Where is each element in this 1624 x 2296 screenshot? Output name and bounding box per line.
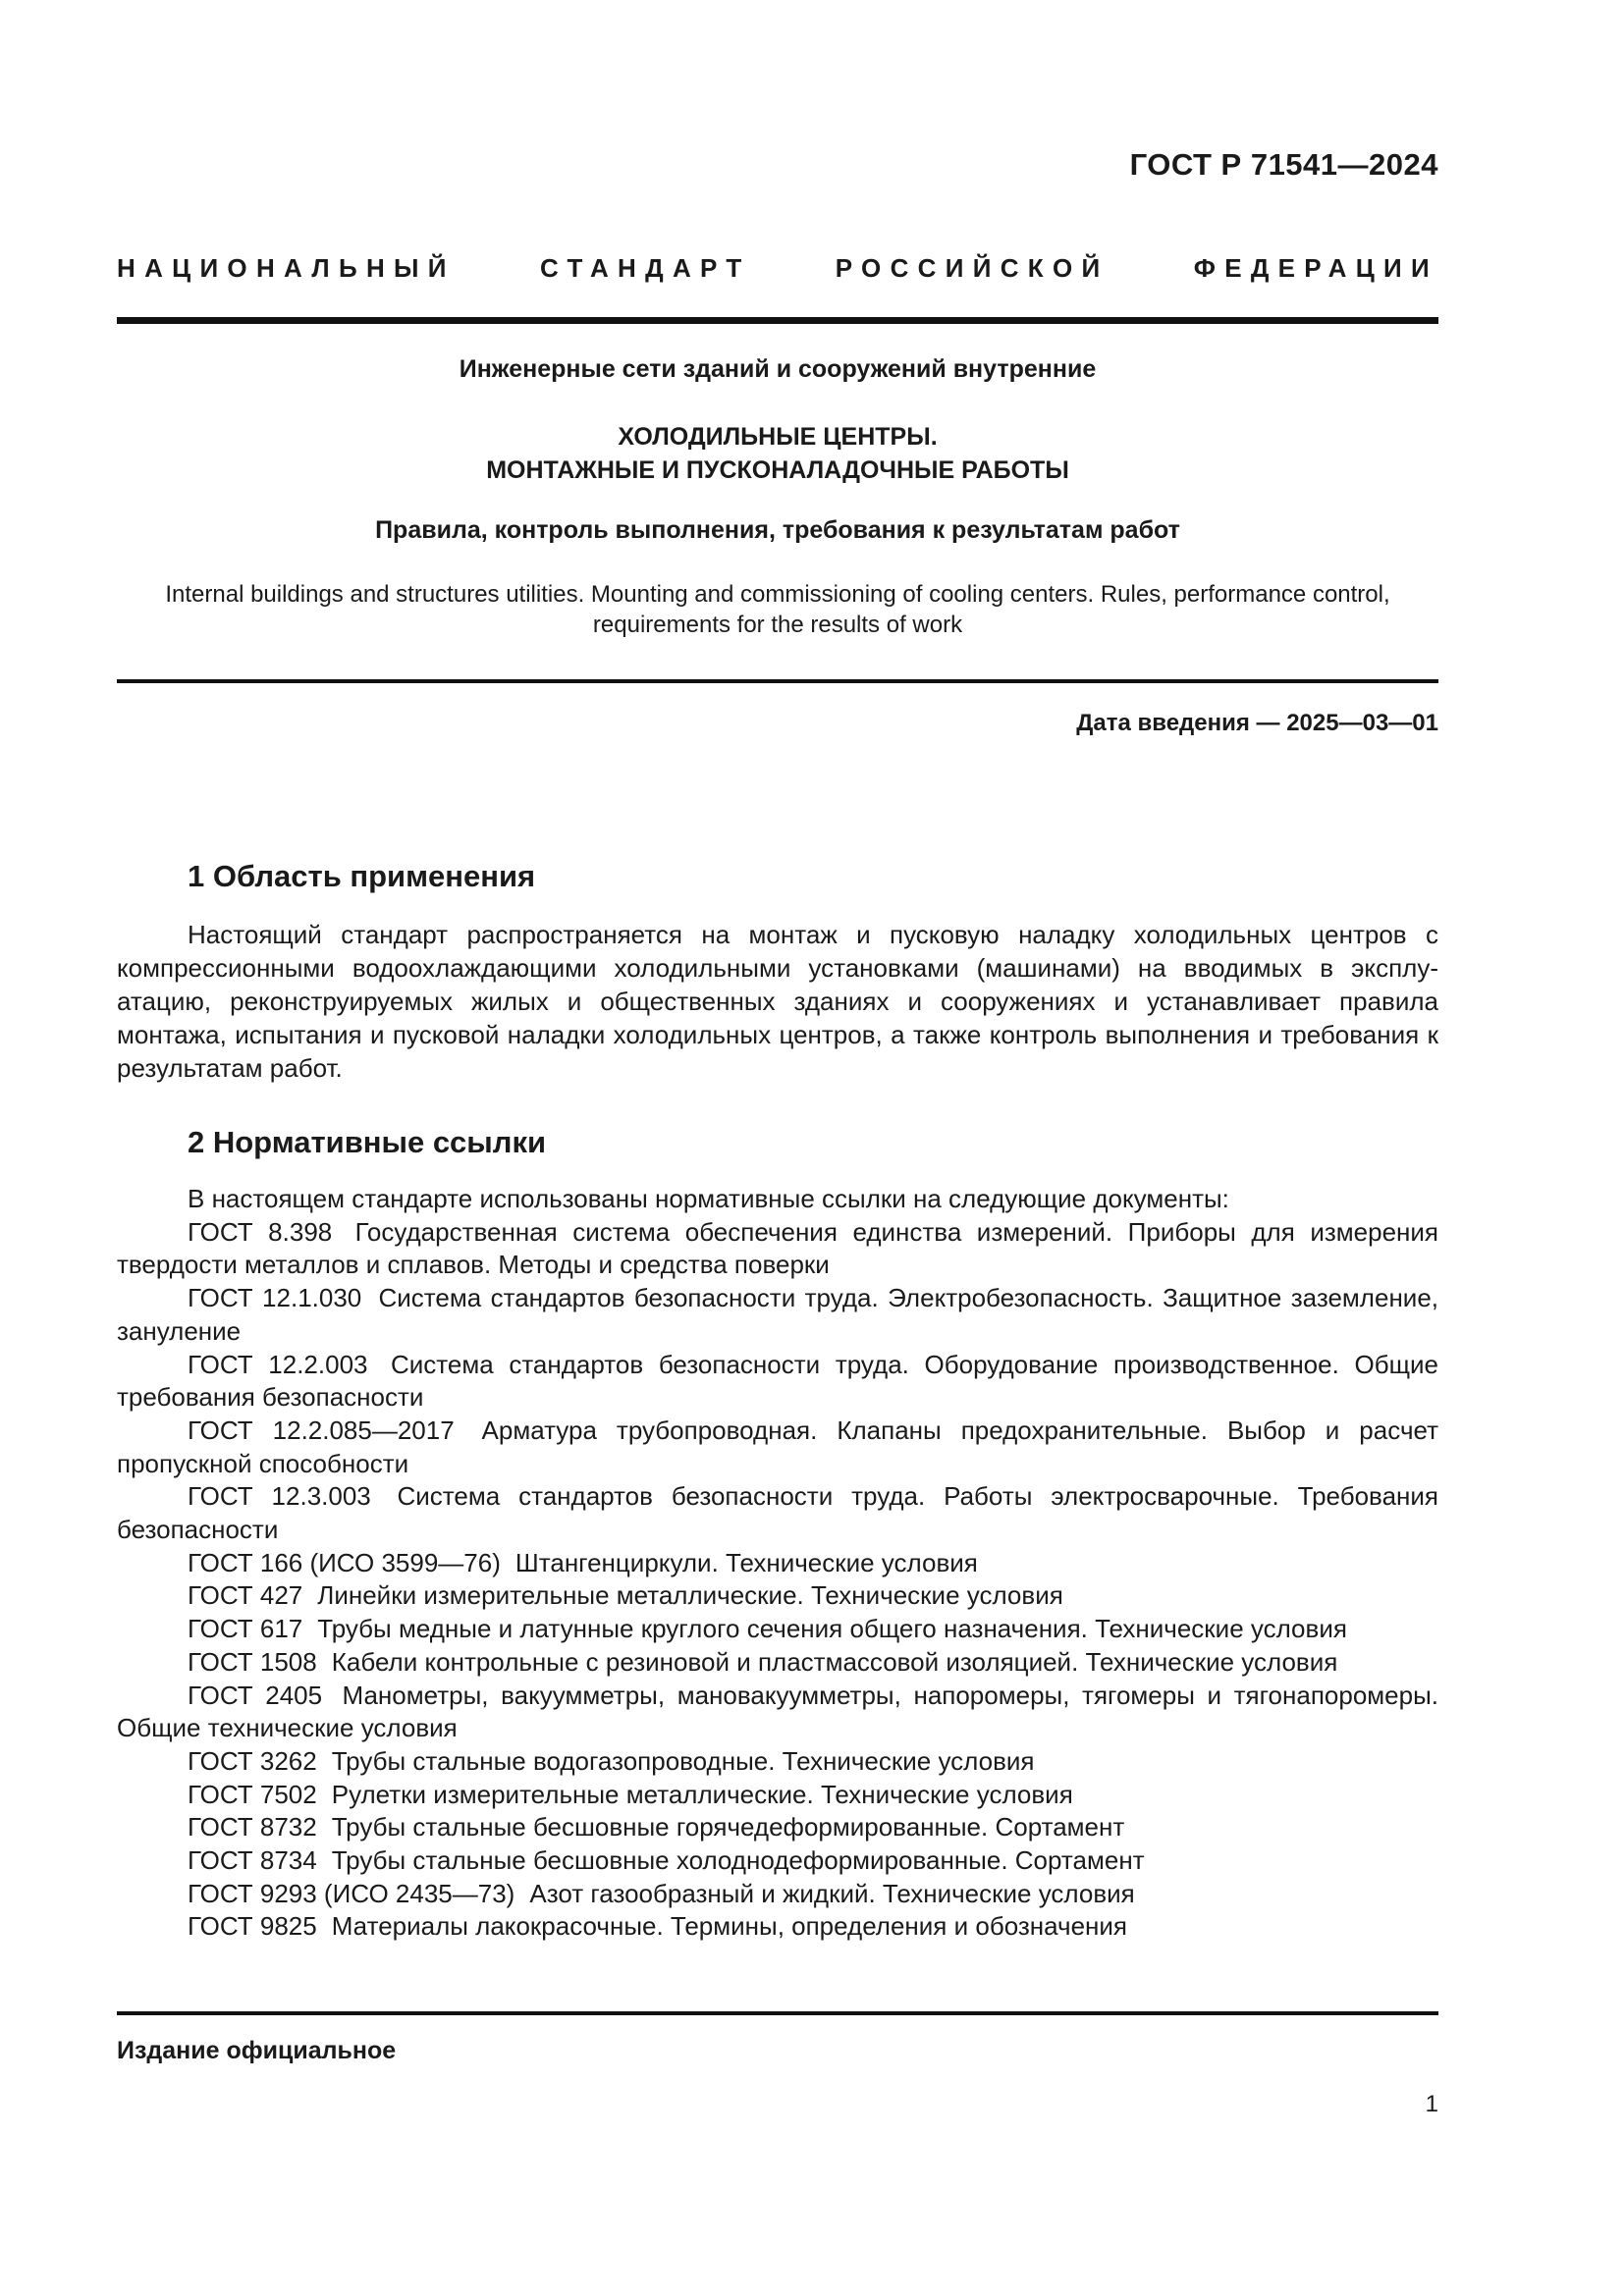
reference-code: ГОСТ 8732 (188, 1812, 317, 1842)
reference-item (117, 1480, 1438, 1546)
reference-item (117, 1646, 1438, 1680)
reference-code: ГОСТ 427 (188, 1580, 303, 1611)
main-title (117, 420, 1438, 487)
title-divider (117, 679, 1438, 683)
reference-code: ГОСТ 3262 (188, 1745, 317, 1776)
reference-code: ГОСТ 8734 (188, 1845, 317, 1876)
reference-code: ГОСТ 1508 (188, 1646, 317, 1677)
reference-title: Кабели контрольные с резиновой и пластмассовой изоляцией. Технические условия (331, 1646, 1338, 1677)
reference-title: Трубы стальные бесшовные горячедеформированные. Сортамент (331, 1812, 1125, 1842)
normative-references (117, 1183, 1438, 1944)
document-number: ГОСТ Р 71541—2024 (1129, 147, 1438, 182)
reference-title: Азот газообразный и жидкий. Технические условия (529, 1878, 1135, 1908)
reference-title: Трубы стальные бесшовные холоднодеформированные. Сортамент (331, 1845, 1145, 1876)
english-title (117, 579, 1438, 640)
section-1-heading: 1 Область применения (188, 859, 536, 893)
reference-title: Трубы стальные водогазопроводные. Технические условия (331, 1745, 1035, 1776)
reference-title: Система стандартов безопасности труда. Оборудование производственное. Общие требования безопасности (117, 1349, 1438, 1413)
reference-item (117, 1547, 1438, 1580)
reference-title: Материалы лакокрасочные. Термины, определения и обозначения (331, 1911, 1128, 1942)
reference-code: ГОСТ 12.3.003 (188, 1481, 371, 1512)
reference-title: Арматура трубопроводная. Клапаны предохранительные. Выбор и расчет пропускной способности (117, 1415, 1438, 1478)
reference-item (117, 1579, 1438, 1613)
reference-item (117, 1613, 1438, 1646)
reference-title: Трубы медные и латунные круглого сечения общего назначения. Технические условия (317, 1614, 1347, 1644)
introduction-date: Дата введения — 2025—03—01 (1076, 710, 1438, 736)
reference-item (117, 1349, 1438, 1415)
reference-title: Рулетки измерительные металлические. Технические условия (331, 1779, 1073, 1809)
title-subtitle-top: Инженерные сети зданий и сооружений внутренние (459, 355, 1097, 383)
reference-title: Система стандартов безопасности труда. Работы электросварочные. Требования безопасности (117, 1481, 1438, 1545)
reference-item (117, 1282, 1438, 1348)
reference-item (117, 1216, 1438, 1282)
reference-item (117, 1878, 1438, 1911)
header-divider (117, 317, 1438, 324)
reference-title: Линейки измерительные металлические. Технические условия (317, 1580, 1063, 1611)
reference-code: ГОСТ 12.2.003 (188, 1349, 368, 1379)
page-number: 1 (1425, 2091, 1438, 2117)
reference-item (117, 1811, 1438, 1844)
english-title-line-1: Internal buildings and structures utilities. Mounting and commissioning of cooling centers. Rules, performance control, (165, 581, 1390, 608)
reference-list (117, 1216, 1438, 1944)
references-intro: В настоящем стандарте использованы нормативные ссылки на следующие документы: (188, 1184, 1229, 1213)
main-title-line-2: МОНТАЖНЫЕ И ПУСКОНАЛАДОЧНЫЕ РАБОТЫ (486, 456, 1069, 484)
reference-item (117, 1779, 1438, 1812)
reference-title: Государственная система обеспечения единства измерений. Приборы для измерения твердости металлов и сплавов. Методы и средства поверки (117, 1216, 1438, 1280)
reference-code: ГОСТ 617 (188, 1614, 303, 1644)
reference-item (117, 1680, 1438, 1745)
reference-item (117, 1910, 1438, 1944)
reference-code: ГОСТ 8.398 (188, 1216, 333, 1247)
reference-item (117, 1745, 1438, 1779)
reference-title: Манометры, вакуумметры, мановакуумметры, напоромеры, тягомеры и тягонапоромеры. Общие технические условия (117, 1680, 1438, 1743)
section-1-text: Настоящий стандарт распространяется на монтаж и пусковую наладку холодильных центров с компрессионными водоохлаждающими холодильными установками (машинами) на вводимых в эксплуатацию, реконструируемых жилых и общественных зданиях и сооружениях и устанавливает правила монтажа, испытания и пусковой наладки холодильных центров, а также контроль выполнения и требования к результатам работ. (117, 920, 1438, 1083)
main-title-line-1: ХОЛОДИЛЬНЫЕ ЦЕНТРЫ. (618, 423, 938, 451)
reference-code: ГОСТ 2405 (188, 1680, 323, 1710)
reference-code: ГОСТ 7502 (188, 1779, 317, 1809)
reference-code: ГОСТ 9293 (ИСО 2435—73) (188, 1878, 515, 1908)
reference-title: Штангенциркули. Технические условия (514, 1547, 978, 1577)
section-2-heading: 2 Нормативные ссылки (188, 1125, 547, 1159)
reference-title: Система стандартов безопасности труда. Электробезопасность. Защитное заземление, зануление (117, 1283, 1439, 1346)
national-standard-heading: НАЦИОНАЛЬНЫЙ СТАНДАРТ РОССИЙСКОЙ ФЕДЕРАЦИИ (117, 253, 1438, 283)
english-title-line-2: requirements for the results of work (592, 612, 963, 638)
official-edition-note: Издание официальное (117, 2037, 397, 2064)
reference-code: ГОСТ 9825 (188, 1911, 317, 1942)
reference-code: ГОСТ 166 (ИСО 3599—76) (188, 1547, 501, 1577)
title-subtitle-bottom: Правила, контроль выполнения, требования к результатам работ (375, 516, 1180, 544)
reference-item (117, 1415, 1438, 1480)
reference-item (117, 1844, 1438, 1878)
reference-code: ГОСТ 12.2.085—2017 (188, 1415, 455, 1445)
reference-code: ГОСТ 12.1.030 (188, 1283, 362, 1313)
footer-divider (117, 2011, 1438, 2015)
